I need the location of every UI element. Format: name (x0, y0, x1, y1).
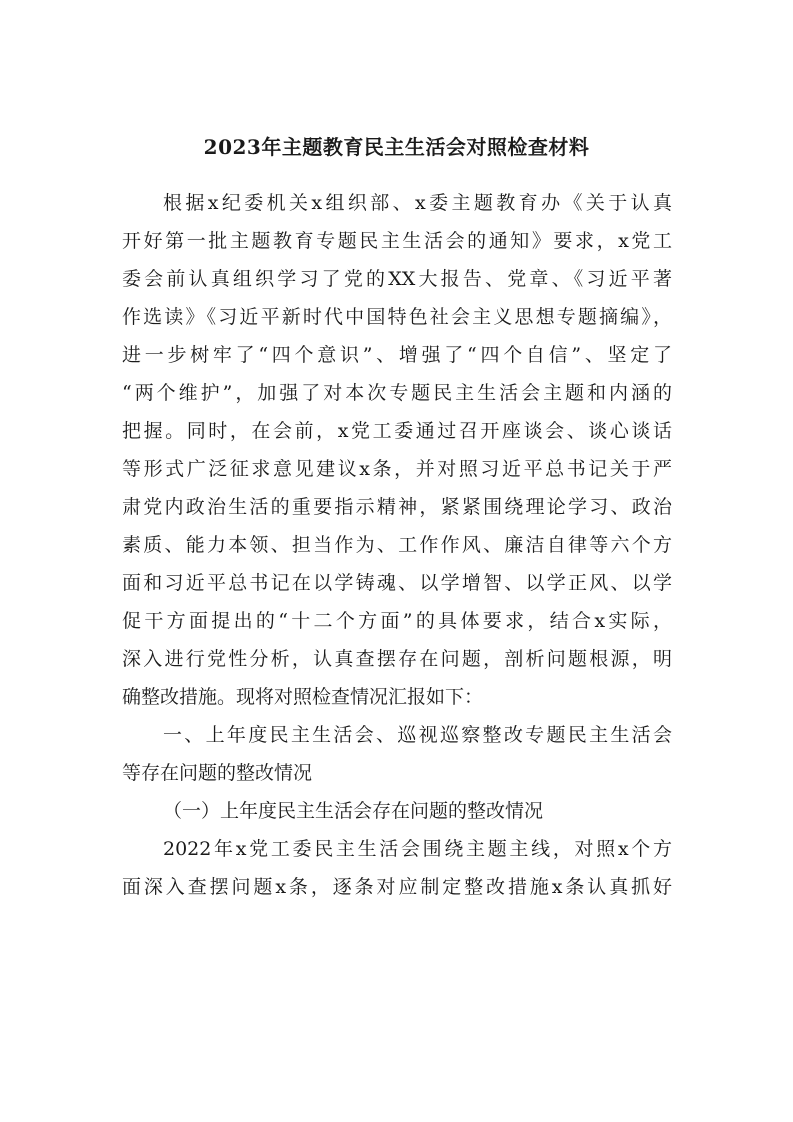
paragraph-line: 根据x纪委机关x组织部、x委主题教育办《关于认真 (163, 192, 672, 214)
paragraph-line: 委会前认真组织学习了党的XX大报告、党章、《习近平著 (122, 268, 672, 290)
document-title: 2023年主题教育民主生活会对照检查材料 (203, 135, 590, 159)
paragraph-line: 等形式广泛征求意见建议x条，并对照习近平总书记关于严 (122, 458, 672, 480)
paragraph-line: 深入进行党性分析，认真查摆存在问题，剖析问题根源，明 (122, 648, 672, 670)
paragraph-line: 肃党内政治生活的重要指示精神，紧紧围绕理论学习、政治 (122, 496, 672, 518)
paragraph-line: 2022年x党工委民主生活会围绕主题主线，对照x个方 (163, 838, 672, 860)
paragraph-line: 确整改措施。现将对照检查情况汇报如下： (122, 686, 484, 708)
paragraph-line: 素质、能力本领、担当作为、工作作风、廉洁自律等六个方 (122, 534, 672, 556)
paragraph-line: 面和习近平总书记在以学铸魂、以学增智、以学正风、以学 (122, 572, 672, 594)
paragraph-line: 把握。同时，在会前，x党工委通过召开座谈会、谈心谈话 (122, 420, 672, 442)
subsection-heading: （一）上年度民主生活会存在问题的整改情况 (163, 800, 544, 822)
paragraph-line: 进一步树牢了“四个意识”、增强了“四个自信”、坚定了 (122, 344, 672, 366)
paragraph-line: 作选读》《习近平新时代中国特色社会主义思想专题摘编》， (122, 306, 672, 328)
paragraph-line: 面深入查摆问题x条，逐条对应制定整改措施x条认真抓好 (122, 876, 672, 898)
section-heading-line: 等存在问题的整改情况 (122, 762, 313, 784)
paragraph-line: 促干方面提出的“十二个方面”的具体要求，结合x实际， (122, 610, 672, 632)
section-heading-line: 一、上年度民主生活会、巡视巡察整改专题民主生活会 (163, 724, 672, 746)
paragraph-line: 开好第一批主题教育专题民主生活会的通知》要求，x党工 (122, 230, 672, 252)
paragraph-line: “两个维护”，加强了对本次专题民主生活会主题和内涵的 (122, 382, 672, 404)
